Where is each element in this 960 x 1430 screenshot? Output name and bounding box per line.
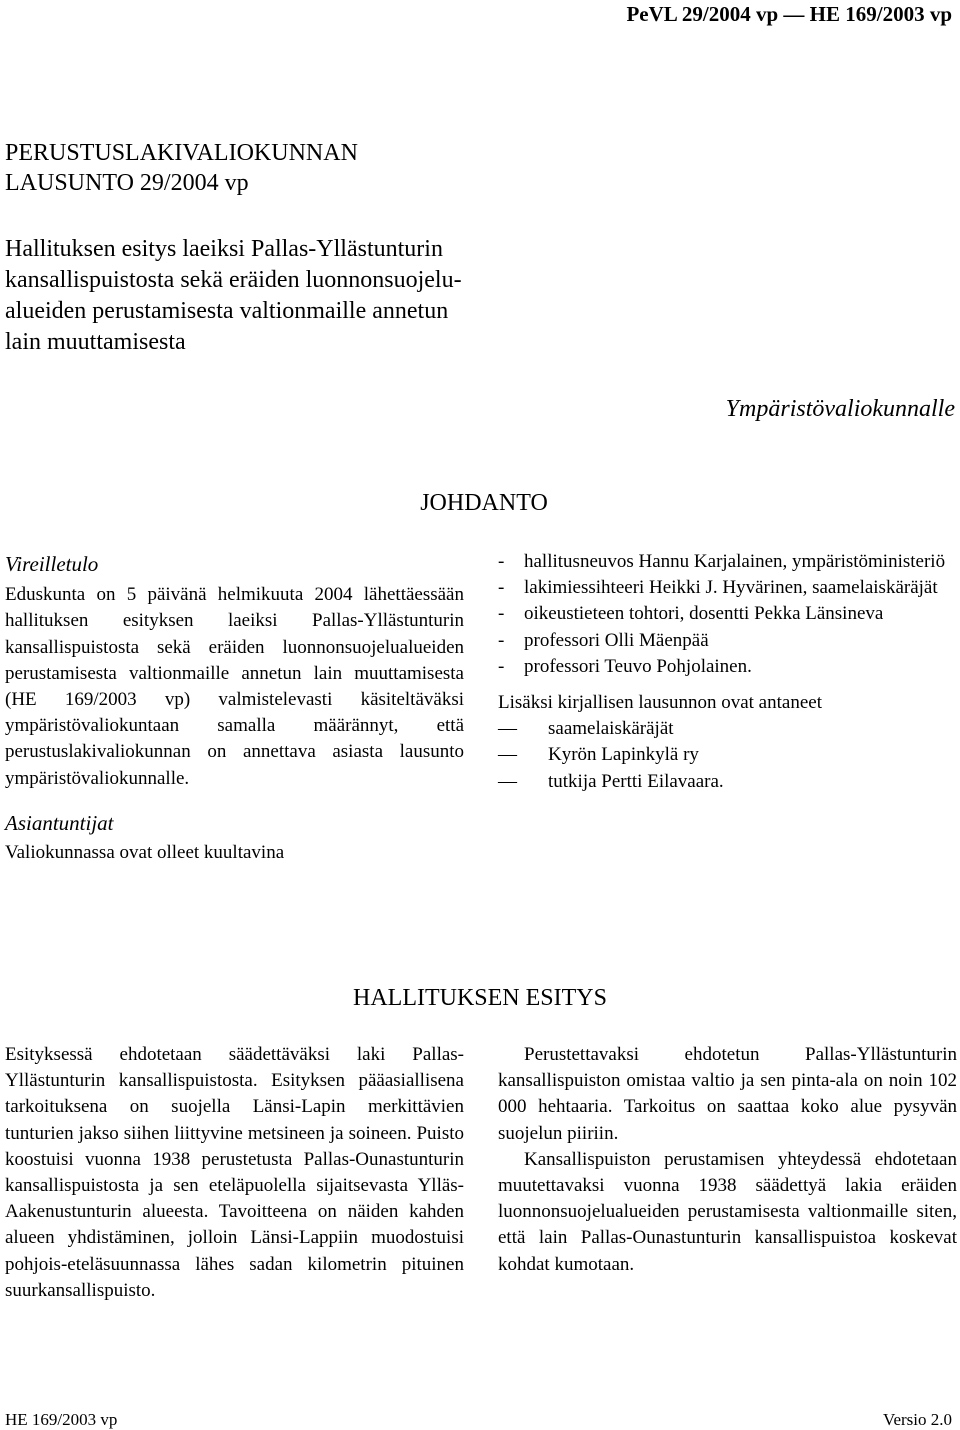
asiantuntijat-heading: Asiantuntijat (5, 810, 114, 835)
esitys-right-column (498, 1042, 957, 1278)
header-reference: PeVL 29/2004 vp — HE 169/2003 vp (626, 2, 952, 26)
section-heading-johdanto: JOHDANTO (420, 490, 548, 516)
recipient: Ympäristövaliokunnalle (725, 396, 955, 422)
list-item: - lakimiessihteeri Heikki J. Hyvärinen, saamelaiskäräjät (498, 577, 938, 599)
section-heading-esitys: HALLITUKSEN ESITYS (353, 985, 607, 1011)
esitys-left-column (5, 1042, 464, 1304)
esitys-left-paragraph: Esityksessä ehdotetaan säädettäväksi laki Pallas-Yllästunturin kansallispuistosta. Esityksen pääasiallisena tarkoituksena on suojella Länsi-Lapin merkittävien tunturien jakso siihen liittyvine metsineen ja soineen. Puisto koostuisi vuonna 1938 perustetusta Pallas-Ounastunturin kansallispuistosta ja sen eteläpuolella sijaitsevasta Ylläs-Aakenustunturin alueesta. Tavoitteena on näiden kahden alueen yhdistäminen, jolloin Länsi-Lappiin muodostuisi pohjois-eteläsuunnassa lähes sadan kilometrin pituinen suurkansallispuisto. (5, 1044, 464, 1301)
list-item: — tutkija Pertti Eilavaara. (498, 770, 724, 792)
list-item: - oikeustieteen tohtori, dosentti Pekka Länsineva (498, 603, 884, 625)
subtitle-line: Hallituksen esitys laeiksi Pallas-Yllästunturin (5, 236, 443, 262)
written-list (498, 716, 957, 795)
vireilletulo-heading: Vireilletulo (5, 552, 99, 576)
list-item: — Kyrön Lapinkylä ry (498, 744, 699, 766)
document-title (5, 138, 565, 198)
list-item: — saamelaiskäräjät (498, 718, 674, 740)
esitys-right-paragraph: Perustettavaksi ehdotetun Pallas-Yllästunturin kansallispuiston omistaa valtio ja sen pinta-ala on noin 102 000 hehtaaria. Tarkoitus on saattaa koko alue pysyvän suojelun piiriin. (498, 1044, 957, 1144)
title-line: PERUSTUSLAKIVALIOKUNNAN (5, 140, 358, 166)
footer-version: Versio 2.0 (883, 1410, 952, 1429)
subtitle-line: alueiden perustamisesta valtionmaille annetun (5, 298, 449, 324)
document-subtitle (5, 234, 565, 358)
list-item: - professori Teuvo Pohjolainen. (498, 655, 752, 677)
johdanto-right-column (498, 549, 957, 795)
title-line: LAUSUNTO 29/2004 vp (5, 170, 249, 196)
vireilletulo-paragraph: Eduskunta on 5 päivänä helmikuuta 2004 lähettäessään hallituksen esityksen laeiksi Pallas-Yllästunturin kansallispuistosta sekä eräiden luonnonsuojelualueiden perustamisesta valtionmaille annetun lain muuttamisesta (HE 169/2003 vp) valmistelevasti käsiteltäväksi ympäristövaliokuntaan samalla määrännyt, että perustuslakivaliokunnan on annettava asiasta lausunto ympäristövaliokunnalle. (5, 584, 464, 789)
list-item: - professori Olli Mäenpää (498, 629, 709, 651)
footer-reference: HE 169/2003 vp (5, 1410, 118, 1429)
esitys-right-paragraph: Kansallispuiston perustamisen yhteydessä ehdotetaan muutettavaksi vuonna 1938 säädettyä lakia eräiden luonnonsuojelualueiden perustamisesta valtionmaille siten, että lain Pallas-Ounastunturin kansallispuistoa koskevat kohdat kumotaan. (498, 1148, 957, 1275)
subtitle-line: lain muuttamisesta (5, 329, 186, 355)
subtitle-line: kansallispuistosta sekä eräiden luonnonsuojelu- (5, 267, 462, 293)
experts-list (498, 549, 957, 680)
asiantuntijat-intro: Valiokunnassa ovat olleet kuultavina (5, 842, 285, 864)
johdanto-left-column (5, 551, 464, 866)
list-item: - hallitusneuvos Hannu Karjalainen, ympäristöministeriö (498, 551, 946, 572)
written-intro: Lisäksi kirjallisen lausunnon ovat antaneet (498, 692, 822, 714)
